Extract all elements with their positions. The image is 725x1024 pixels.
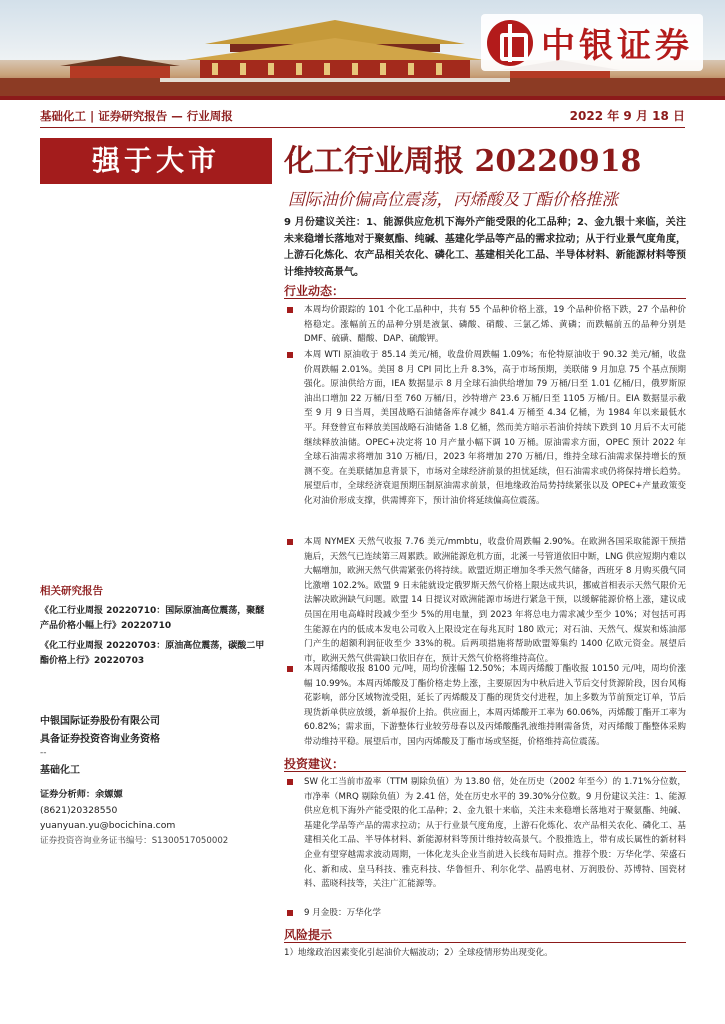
- section-divider: [284, 298, 686, 299]
- dynamics-text: 本周 WTI 原油收于 85.14 美元/桶，收盘价周跌幅 1.09%；布伦特原油收于 90.32 美元/桶，收盘价周跌幅 2.01%。美国 8 月 CPI 同比上升 8.3%，高于市场预期，美联储 9 月加息 75 个基点预期强化。原油供给方面，IEA 数据显示 8 月全球石油供给增加 79 万桶/日至 1.01 亿桶/日，俄罗斯原油出口增加 22 万桶/日至 760 万桶/日，沙特增产 23.6 万桶/日至 1105 万桶/日。EIA 数据显示截至 9 月 9 日当周，美国战略石油储备库存减少 841.4 万桶至 4.34 亿桶，为 1984 年以来最低水平。拜登曾宣布释放美国战略石油储备 1.8 亿桶，然而美方暗示若油价持续下跌到 10 月后不太可能继续释放油储。OPEC+决定将 10 月产量小幅下调 10 万桶。原油需求方面，OPEC 预计 2022 年全球石油需求将增加 310 万桶/日，2023 年将增加 270 万桶/日，维持全球石油需求保持增长的预测不变。在美联储加息背景下，市场对全球经济前景的担忧延续，但石油需求或仍将保持增长趋势。展望后市，全球经济衰退预期压制原油需求前景，但地缘政治局势持续紧张以及 OPEC+产量政策变化对油价形成支撑，供需博弈下，预计油价将延续偏高位震荡。: [304, 350, 686, 506]
- header-banner: [0, 0, 725, 96]
- dynamics-item: [284, 303, 686, 347]
- key-summary: 9 月份建议关注：1、能源供应危机下海外产能受限的化工品种；2、金九银十来临，关注未来稳增长落地对于聚氨酯、纯碱、基建化学品等产品的需求拉动；从于行业景气度角度，上游石化炼化、农产品相关农化、磷化工、基建相关化工品、半导体材料、新能源材料等预计维持较高景气。: [284, 217, 686, 278]
- analyst-email[interactable]: yuanyuan.yu@bocichina.com: [40, 820, 176, 831]
- analyst-info: [40, 787, 280, 849]
- dynamics-item: [284, 348, 686, 509]
- section-title-dynamics: 行业动态：: [284, 284, 345, 298]
- report-subtitle: 国际油价偏高位震荡，丙烯酸及丁酯价格推涨: [288, 190, 618, 209]
- rating-badge: 强于大市: [40, 138, 272, 184]
- report-title: 化工行业周报 20220918: [284, 144, 642, 179]
- breadcrumb: 基础化工 | 证券研究报告 — 行业周报: [40, 108, 233, 123]
- related-reports-title: 相关研究报告: [40, 585, 103, 597]
- company-qualification: 具备证券投资咨询业务资格: [40, 734, 160, 745]
- section-divider: [284, 942, 686, 943]
- dynamics-text: 本周丙烯酸收报 8100 元/吨，周均价涨幅 12.50%；本周丙烯酸丁酯收报 10150 元/吨，周均价涨幅 10.99%。本周丙烯酸及丁酯价格走势上涨，主要原因为中秋后进入节后交付货源阶段，因台风梅花影响，部分区域物流受阻，延长了丙烯酸及丁酯的现货交付进程，加上多数为节前预定订单，节后现货新单供应放缓，新单报价上抬。供应面上，本周丙烯酸开工率为 60.06%，丙烯酸丁酯开工率为 60.82%；需求面，下游整体行业较劳母春以及丙烯酸酯乳液维持刚需备货，对丙烯酸丁酯整体采购带动维持平稳。展望后市，国内丙烯酸及丁酯市场或坚挺，价格维持高位震荡。: [304, 664, 686, 747]
- investment-text: 9 月金股：万华化学: [304, 908, 381, 918]
- sector-name: 基础化工: [40, 765, 80, 776]
- analyst-phone: (8621)20328550: [40, 804, 118, 816]
- separator-dash: --: [40, 748, 47, 758]
- square-bullet-icon: [287, 307, 293, 313]
- related-report-item: 《化工行业周报 20220710：国际原油高位震荡，聚醚产品价格小幅上行》20220710: [40, 606, 265, 631]
- dynamics-item: [284, 662, 686, 750]
- header-rule: [0, 96, 725, 100]
- dynamics-text: 本周 NYMEX 天然气收报 7.76 美元/mmbtu，收盘价周跌幅 2.90%。在欧洲各国采取能源干预措施后，天然气已连续第三周累跌。欧洲能源危机方面，北溪一号管道依旧中断，LNG 供应短期内难以大幅增加，欧洲天然气供需紧张仍将持续。欧盟近期正增加冬季天然气储备，西班牙 8 月购买俄气同比激增 102.2%。欧盟 9 日未能就设定俄罗斯天然气价格上限达成共识，挪威首相表示天然气限价无法解决欧洲缺气问题。欧盟 14 日提议对欧洲能源市场进行紧急干预，以缓解能源价格上涨，建议成员国在用电高峰时段减少至少 5%的用电量，到 2023 年将总电力需求减少至少 10%；对包括可再生能源在内的低成本发电公司收入上限设定在每兆瓦时 180 欧元；对石油、天然气、煤炭和炼油部门产生的超额利润征收至少 33%的税。后两项措施将帮助欧盟筹集约 1400 亿欧元资金。展望后市，欧洲天然气供需缺口依旧存在，预计天然气价格将维持高位。: [304, 537, 686, 664]
- investment-item: [284, 906, 686, 921]
- brand-logo: [481, 14, 703, 71]
- square-bullet-icon: [287, 910, 293, 916]
- bank-logo-icon: [487, 20, 533, 66]
- brand-name: 中银证券: [541, 26, 693, 66]
- analyst-certificate: 证券投资咨询业务证书编号：S1300517050002: [40, 835, 229, 846]
- square-bullet-icon: [287, 352, 293, 358]
- company-name: 中银国际证券股份有限公司: [40, 716, 160, 727]
- square-bullet-icon: [287, 779, 293, 785]
- related-report-item: 《化工行业周报 20220703：原油高位震荡，碳酸二甲酯价格上行》20220703: [40, 641, 265, 666]
- section-title-investment: 投资建议：: [284, 757, 345, 771]
- investment-text: SW 化工当前市盈率（TTM 剔除负值）为 13.80 倍，处在历史（2002 年至今）的 1.71%分位数，市净率（MRQ 剔除负值）为 2.41 倍，处在历史水平的 39.30%分位数。9 月份建议关注：1、能源供应危机下海外产能受限的化工品种；2、金九银十来临，关注未来稳增长落地对于聚氨酯、纯碱、基建化学品等产品的需求拉动；从于行业景气度角度，上游石化炼化、农产品相关农化、磷化工、基建相关化工品、半导体材料、新能源材料等预计维持较高景气。个股推选上，带有成长属性的新材料企业有望穿越需求波动周期，一体化龙头企业当前进入长线布局时点。推荐个股：万华化学、荣盛石化、新和成、皇马科技、雅克科技、华鲁恒升、利尔化学、晶鸥电材、万润股份、苏博特、国瓷材料、蓝晓科技等，关注广汇能源等。: [304, 777, 686, 890]
- analyst-name: 证券分析师：余嫄嫄: [40, 789, 123, 800]
- report-date: 2022 年 9 月 18 日: [569, 109, 685, 123]
- dynamics-text: 本周均价跟踪的 101 个化工品种中，共有 55 个品种价格上涨，19 个品种价格下跌，27 个品种价格稳定。涨幅前五的品种分别是液氯、磷酸、硝酸、三氯乙烯、黄磷；而跌幅前五的品种分别是 DMF、硫磺、醋酸、DAP、硫酸钾。: [304, 305, 686, 345]
- section-divider: [284, 771, 686, 772]
- investment-item: [284, 775, 686, 892]
- risk-text: 1）地缘政治因素变化引起油价大幅波动；2）全球疫情形势出现变化。: [284, 948, 553, 958]
- square-bullet-icon: [287, 539, 293, 545]
- section-title-risk: 风险提示: [284, 928, 333, 942]
- dynamics-item: [284, 535, 686, 666]
- report-header: [40, 104, 685, 128]
- square-bullet-icon: [287, 666, 293, 672]
- company-info: [40, 713, 272, 749]
